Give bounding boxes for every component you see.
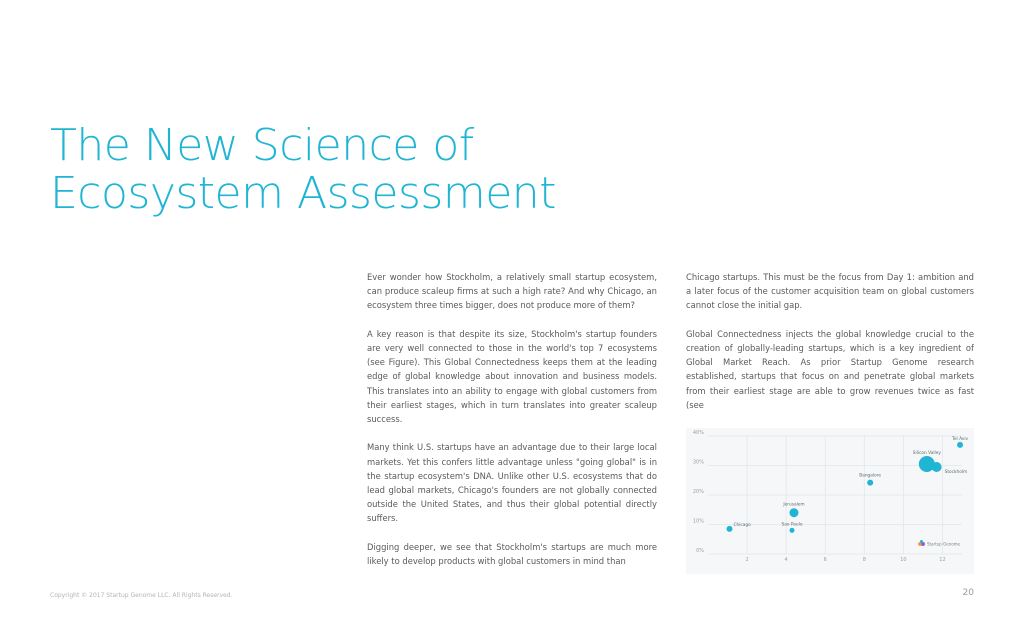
body-column-left bbox=[367, 270, 657, 582]
x-tick-label: 4 bbox=[784, 557, 788, 563]
x-tick-label: 12 bbox=[939, 557, 946, 563]
y-tick-label: 30% bbox=[692, 459, 704, 466]
paragraph: Chicago startups. This must be the focus from Day 1: ambition and a later focus of the customer acquisition team on global customers cannot close the initial gap. bbox=[686, 272, 974, 311]
scatter-point bbox=[932, 462, 942, 472]
point-label: Jerusalem bbox=[783, 502, 805, 508]
paragraph: Ever wonder how Stockholm, a relatively small startup ecosystem, can produce scaleup firms at such a high rate? And why Chicago, an ecosystem three times bigger, does not produce more of them? bbox=[367, 272, 657, 311]
scatter-chart bbox=[686, 428, 974, 574]
paragraph: Many think U.S. startups have an advantage due to their large local markets. Yet this confers little advantage unless "going global" is in the startup ecosystem's DNA. Unlike other U.S. ecosystems that do lead global markets, Chicago's founders are not globally connected outside the United States, and thus their global potential directly suffers. bbox=[367, 442, 657, 524]
copyright-footer: Copyright © 2017 Startup Genome LLC. All Rights Reserved. bbox=[50, 592, 233, 599]
scatter-point bbox=[867, 480, 873, 486]
scatter-point bbox=[726, 526, 732, 532]
page-title bbox=[50, 122, 556, 218]
paragraph: A key reason is that despite its size, Stockholm's startup founders are very well connected to those in the world's top 7 ecosystems (see Figure). This Global Connectedness keeps them at the leading edge of global knowledge about innovation and business models. This translates into an ability to engage with global customers from their earliest stages, which in turn translates into greater scaleup success. bbox=[367, 328, 657, 425]
logo-dot-icon bbox=[920, 540, 923, 543]
point-label: Stockholm bbox=[944, 469, 968, 475]
page-title-line-2: Ecosystem Assessment bbox=[50, 168, 556, 219]
paragraph: Digging deeper, we see that Stockholm's startups are much more likely to develop products with global customers in mind than bbox=[367, 541, 657, 567]
point-label: Silicon Valley bbox=[912, 451, 941, 457]
point-label: Tel Aviv bbox=[952, 436, 969, 442]
scatter-point bbox=[790, 528, 795, 533]
y-tick-label: 20% bbox=[692, 489, 704, 495]
y-tick-label: 10% bbox=[692, 518, 704, 525]
scatter-point bbox=[957, 442, 963, 448]
point-label: Chicago bbox=[733, 522, 751, 528]
page-title-line-1: The New Science of bbox=[50, 120, 474, 171]
scatter-point bbox=[789, 508, 798, 517]
point-label: Sao Paulo bbox=[781, 522, 803, 528]
x-tick-label: 2 bbox=[745, 557, 749, 563]
page-number: 20 bbox=[962, 588, 974, 598]
y-tick-label: 0% bbox=[696, 548, 704, 554]
x-tick-label: 10 bbox=[900, 557, 907, 563]
x-tick-label: 6 bbox=[823, 557, 827, 563]
x-tick-label: 8 bbox=[862, 557, 866, 563]
logo-text: Startup Genome bbox=[927, 541, 961, 547]
point-label: Bangalore bbox=[859, 473, 882, 479]
body-column-right bbox=[686, 270, 974, 426]
paragraph: Global Connectedness injects the global knowledge crucial to the creation of globally-leading startups, which is a key ingredient of Global Market Reach. As prior Startup Genome research established, startups that focus on and penetrate global markets from their earliest stage are able to grow revenues twice as fast (see bbox=[686, 328, 974, 410]
y-tick-label: 40% bbox=[692, 430, 704, 436]
scatter-chart-svg bbox=[686, 428, 974, 574]
